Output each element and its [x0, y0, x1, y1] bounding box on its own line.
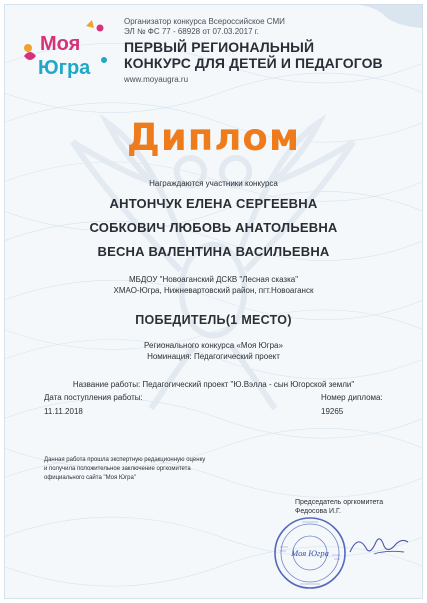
diploma-number-label: Номер диплома: — [321, 393, 383, 402]
logo-word-moya: Моя — [40, 33, 81, 55]
diploma-number-block — [321, 391, 383, 419]
registration-line: ЭЛ № ФС 77 - 68928 от 07.03.2017 г. — [124, 26, 259, 36]
chairman-role: Председатель оргкомитета — [295, 499, 384, 506]
received-date: 11.11.2018 — [44, 407, 83, 416]
institution-name: МБДОУ "Новоаганский ДСКВ "Лесная сказка" — [128, 275, 299, 284]
expert-note-line: Данная работа прошла экспертную редакционную оценку — [44, 457, 206, 463]
logo-word-yugra: Югра — [38, 57, 91, 79]
organizer-line: Организатор конкурса Всероссийское СМИ — [124, 17, 285, 26]
participant-name: АНТОНЧУК ЕЛЕНА СЕРГЕЕВНА — [109, 196, 318, 211]
corner-ornament — [353, 4, 423, 28]
expert-note-line: и получила положительное заключение оргкомитета — [44, 466, 191, 472]
institution-info — [4, 274, 423, 296]
award-place: ПОБЕДИТЕЛЬ(1 МЕСТО) — [135, 313, 292, 327]
diploma-number-value: 19265 — [321, 407, 344, 416]
received-label: Дата поступления работы: — [44, 393, 143, 402]
expert-note — [44, 456, 205, 483]
site-address: www.moyaugra.ru — [124, 75, 189, 84]
contest-info — [4, 340, 423, 362]
chairman-name: Федосова И.Г. — [295, 508, 341, 515]
contest-title-line2: КОНКУРС ДЛЯ ДЕТЕЙ И ПЕДАГОГОВ — [124, 55, 383, 71]
received-block — [44, 391, 143, 419]
official-stamp — [272, 515, 348, 591]
moya-yugra-logo — [16, 18, 112, 84]
contest-title — [124, 39, 383, 71]
diploma-heading: Диплом — [126, 116, 301, 159]
chairman-block — [295, 498, 383, 516]
organizer-info — [124, 17, 285, 36]
signature-scribble — [344, 528, 414, 562]
contest-name: Регионального конкурса «Моя Югра» — [144, 341, 283, 350]
work-title: Название работы: Педагогический проект "Ю.Вэлла - сын Югорской земли" — [72, 380, 355, 389]
contest-title-line1: ПЕРВЫЙ РЕГИОНАЛЬНЫЙ — [124, 39, 315, 55]
institution-address: ХМАО-Югра, Нижневартовский район, пгт.Новоаганск — [113, 286, 314, 295]
stamp-text: Моя Югра — [291, 548, 329, 558]
expert-note-line: официального сайта "Моя Югра" — [44, 475, 136, 481]
participant-name: СОБКОВИЧ ЛЮБОВЬ АНАТОЛЬЕВНА — [89, 220, 338, 235]
participant-name: ВЕСНА ВАЛЕНТИНА ВАСИЛЬЕВНА — [97, 244, 330, 259]
nomination: Номинация: Педагогический проект — [147, 352, 280, 361]
awarded-caption: Награждаются участники конкурса — [149, 179, 278, 188]
